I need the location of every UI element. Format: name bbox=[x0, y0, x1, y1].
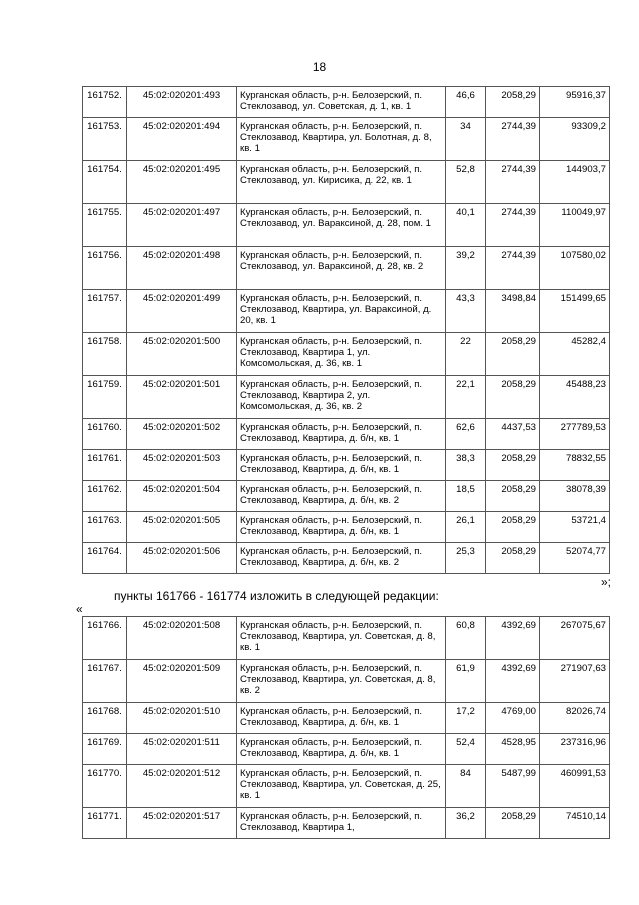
row-number-cell: 161771. bbox=[83, 808, 127, 839]
table-row bbox=[83, 734, 610, 765]
area-cell: 34 bbox=[446, 118, 486, 161]
address-cell: Курганская область, р-н. Белозерский, п. Стеклозавод, Квартира, д. б/н, кв. 2 bbox=[237, 481, 446, 512]
total-value-cell: 74510,14 bbox=[540, 808, 610, 839]
row-number-cell: 161767. bbox=[83, 660, 127, 703]
table-row bbox=[83, 450, 610, 481]
area-cell: 84 bbox=[446, 765, 486, 808]
unit-price-cell: 2744,39 bbox=[486, 161, 540, 204]
table-row bbox=[83, 161, 610, 204]
row-number-cell: 161760. bbox=[83, 419, 127, 450]
address-cell: Курганская область, р-н. Белозерский, п. Стеклозавод, ул. Вараксиной, д. 28, кв. 2 bbox=[237, 247, 446, 290]
total-value-cell: 45282,4 bbox=[540, 333, 610, 376]
cadastral-number-cell: 45:02:020201:500 bbox=[127, 333, 237, 376]
area-cell: 25,3 bbox=[446, 543, 486, 574]
cadastral-number-cell: 45:02:020201:506 bbox=[127, 543, 237, 574]
total-value-cell: 38078,39 bbox=[540, 481, 610, 512]
address-cell: Курганская область, р-н. Белозерский, п. Стеклозавод, Квартира, д. б/н, кв. 2 bbox=[237, 543, 446, 574]
area-cell: 26,1 bbox=[446, 512, 486, 543]
cadastral-number-cell: 45:02:020201:510 bbox=[127, 703, 237, 734]
row-number-cell: 161763. bbox=[83, 512, 127, 543]
total-value-cell: 144903,7 bbox=[540, 161, 610, 204]
table-row bbox=[83, 617, 610, 660]
row-number-cell: 161764. bbox=[83, 543, 127, 574]
address-cell: Курганская область, р-н. Белозерский, п. Стеклозавод, Квартира, д. б/н, кв. 1 bbox=[237, 734, 446, 765]
table-row bbox=[83, 660, 610, 703]
total-value-cell: 45488,23 bbox=[540, 376, 610, 419]
table-row bbox=[83, 703, 610, 734]
unit-price-cell: 2058,29 bbox=[486, 376, 540, 419]
table-row bbox=[83, 87, 610, 118]
area-cell: 17,2 bbox=[446, 703, 486, 734]
area-cell: 22 bbox=[446, 333, 486, 376]
table-row bbox=[83, 118, 610, 161]
unit-price-cell: 2744,39 bbox=[486, 247, 540, 290]
row-number-cell: 161754. bbox=[83, 161, 127, 204]
row-number-cell: 161770. bbox=[83, 765, 127, 808]
total-value-cell: 82026,74 bbox=[540, 703, 610, 734]
unit-price-cell: 2058,29 bbox=[486, 450, 540, 481]
total-value-cell: 151499,65 bbox=[540, 290, 610, 333]
area-cell: 36,2 bbox=[446, 808, 486, 839]
total-value-cell: 95916,37 bbox=[540, 87, 610, 118]
address-cell: Курганская область, р-н. Белозерский, п. Стеклозавод, Квартира, ул. Болотная, д. 8, кв. 1 bbox=[237, 118, 446, 161]
address-cell: Курганская область, р-н. Белозерский, п. Стеклозавод, Квартира, д. б/н, кв. 1 bbox=[237, 419, 446, 450]
cadastral-number-cell: 45:02:020201:502 bbox=[127, 419, 237, 450]
row-number-cell: 161758. bbox=[83, 333, 127, 376]
total-value-cell: 277789,53 bbox=[540, 419, 610, 450]
row-number-cell: 161757. bbox=[83, 290, 127, 333]
cadastral-number-cell: 45:02:020201:517 bbox=[127, 808, 237, 839]
cadastral-number-cell: 45:02:020201:512 bbox=[127, 765, 237, 808]
cadastral-number-cell: 45:02:020201:508 bbox=[127, 617, 237, 660]
total-value-cell: 78832,55 bbox=[540, 450, 610, 481]
row-number-cell: 161762. bbox=[83, 481, 127, 512]
total-value-cell: 460991,53 bbox=[540, 765, 610, 808]
cadastral-number-cell: 45:02:020201:505 bbox=[127, 512, 237, 543]
area-cell: 22,1 bbox=[446, 376, 486, 419]
address-cell: Курганская область, р-н. Белозерский, п. Стеклозавод, Квартира 2, ул. Комсомольская, д. 36, кв. 2 bbox=[237, 376, 446, 419]
unit-price-cell: 2058,29 bbox=[486, 481, 540, 512]
area-cell: 40,1 bbox=[446, 204, 486, 247]
area-cell: 43,3 bbox=[446, 290, 486, 333]
closing-quote: »; bbox=[600, 575, 611, 589]
cadastral-number-cell: 45:02:020201:504 bbox=[127, 481, 237, 512]
address-cell: Курганская область, р-н. Белозерский, п. Стеклозавод, Квартира 1, ул. Комсомольская, д. 36, кв. 1 bbox=[237, 333, 446, 376]
table-row bbox=[83, 543, 610, 574]
cadastral-number-cell: 45:02:020201:493 bbox=[127, 87, 237, 118]
unit-price-cell: 2058,29 bbox=[486, 512, 540, 543]
area-cell: 39,2 bbox=[446, 247, 486, 290]
address-cell: Курганская область, р-н. Белозерский, п. Стеклозавод, Квартира, д. б/н, кв. 1 bbox=[237, 450, 446, 481]
cadastral-number-cell: 45:02:020201:497 bbox=[127, 204, 237, 247]
unit-price-cell: 4528,95 bbox=[486, 734, 540, 765]
cadastral-number-cell: 45:02:020201:494 bbox=[127, 118, 237, 161]
area-cell: 18,5 bbox=[446, 481, 486, 512]
total-value-cell: 110049,97 bbox=[540, 204, 610, 247]
area-cell: 52,4 bbox=[446, 734, 486, 765]
row-number-cell: 161753. bbox=[83, 118, 127, 161]
area-cell: 62,6 bbox=[446, 419, 486, 450]
total-value-cell: 267075,67 bbox=[540, 617, 610, 660]
unit-price-cell: 2058,29 bbox=[486, 87, 540, 118]
area-cell: 46,6 bbox=[446, 87, 486, 118]
address-cell: Курганская область, р-н. Белозерский, п. Стеклозавод, Квартира, д. б/н, кв. 1 bbox=[237, 512, 446, 543]
amendment-instruction: пункты 161766 - 161774 изложить в следующей редакции: bbox=[114, 589, 439, 603]
property-table-2 bbox=[82, 616, 610, 839]
cadastral-number-cell: 45:02:020201:499 bbox=[127, 290, 237, 333]
address-cell: Курганская область, р-н. Белозерский, п. Стеклозавод, ул. Кирисика, д. 22, кв. 1 bbox=[237, 161, 446, 204]
row-number-cell: 161761. bbox=[83, 450, 127, 481]
area-cell: 52,8 bbox=[446, 161, 486, 204]
total-value-cell: 53721,4 bbox=[540, 512, 610, 543]
address-cell: Курганская область, р-н. Белозерский, п. Стеклозавод, Квартира, д. б/н, кв. 1 bbox=[237, 703, 446, 734]
cadastral-number-cell: 45:02:020201:501 bbox=[127, 376, 237, 419]
cadastral-number-cell: 45:02:020201:511 bbox=[127, 734, 237, 765]
unit-price-cell: 5487,99 bbox=[486, 765, 540, 808]
row-number-cell: 161759. bbox=[83, 376, 127, 419]
cadastral-number-cell: 45:02:020201:503 bbox=[127, 450, 237, 481]
cadastral-number-cell: 45:02:020201:498 bbox=[127, 247, 237, 290]
cadastral-number-cell: 45:02:020201:495 bbox=[127, 161, 237, 204]
table-row bbox=[83, 204, 610, 247]
address-cell: Курганская область, р-н. Белозерский, п. Стеклозавод, Квартира, ул. Советская, д. 25, кв. 1 bbox=[237, 765, 446, 808]
total-value-cell: 93309,2 bbox=[540, 118, 610, 161]
table-row bbox=[83, 376, 610, 419]
page-number: 18 bbox=[312, 60, 327, 74]
unit-price-cell: 4437,53 bbox=[486, 419, 540, 450]
opening-quote: « bbox=[76, 602, 83, 616]
table-row bbox=[83, 481, 610, 512]
address-cell: Курганская область, р-н. Белозерский, п. Стеклозавод, ул. Вараксиной, д. 28, пом. 1 bbox=[237, 204, 446, 247]
address-cell: Курганская область, р-н. Белозерский, п. Стеклозавод, Квартира 1, bbox=[237, 808, 446, 839]
row-number-cell: 161766. bbox=[83, 617, 127, 660]
area-cell: 61,9 bbox=[446, 660, 486, 703]
row-number-cell: 161768. bbox=[83, 703, 127, 734]
table-row bbox=[83, 765, 610, 808]
unit-price-cell: 4392,69 bbox=[486, 617, 540, 660]
row-number-cell: 161752. bbox=[83, 87, 127, 118]
area-cell: 38,3 bbox=[446, 450, 486, 481]
area-cell: 60,8 bbox=[446, 617, 486, 660]
unit-price-cell: 2058,29 bbox=[486, 333, 540, 376]
property-table-1 bbox=[82, 86, 610, 574]
table-row bbox=[83, 247, 610, 290]
unit-price-cell: 3498,84 bbox=[486, 290, 540, 333]
total-value-cell: 52074,77 bbox=[540, 543, 610, 574]
unit-price-cell: 4392,69 bbox=[486, 660, 540, 703]
unit-price-cell: 2058,29 bbox=[486, 808, 540, 839]
total-value-cell: 271907,63 bbox=[540, 660, 610, 703]
address-cell: Курганская область, р-н. Белозерский, п. Стеклозавод, Квартира, ул. Вараксиной, д. 20, кв. 1 bbox=[237, 290, 446, 333]
unit-price-cell: 4769,00 bbox=[486, 703, 540, 734]
row-number-cell: 161755. bbox=[83, 204, 127, 247]
address-cell: Курганская область, р-н. Белозерский, п. Стеклозавод, ул. Советская, д. 1, кв. 1 bbox=[237, 87, 446, 118]
row-number-cell: 161756. bbox=[83, 247, 127, 290]
total-value-cell: 237316,96 bbox=[540, 734, 610, 765]
table-row bbox=[83, 808, 610, 839]
unit-price-cell: 2058,29 bbox=[486, 543, 540, 574]
row-number-cell: 161769. bbox=[83, 734, 127, 765]
cadastral-number-cell: 45:02:020201:509 bbox=[127, 660, 237, 703]
address-cell: Курганская область, р-н. Белозерский, п. Стеклозавод, Квартира, ул. Советская, д. 8, кв. 2 bbox=[237, 660, 446, 703]
address-cell: Курганская область, р-н. Белозерский, п. Стеклозавод, Квартира, ул. Советская, д. 8, кв. 1 bbox=[237, 617, 446, 660]
table-row bbox=[83, 419, 610, 450]
table-row bbox=[83, 512, 610, 543]
total-value-cell: 107580,02 bbox=[540, 247, 610, 290]
unit-price-cell: 2744,39 bbox=[486, 118, 540, 161]
table-row bbox=[83, 333, 610, 376]
unit-price-cell: 2744,39 bbox=[486, 204, 540, 247]
table-row bbox=[83, 290, 610, 333]
